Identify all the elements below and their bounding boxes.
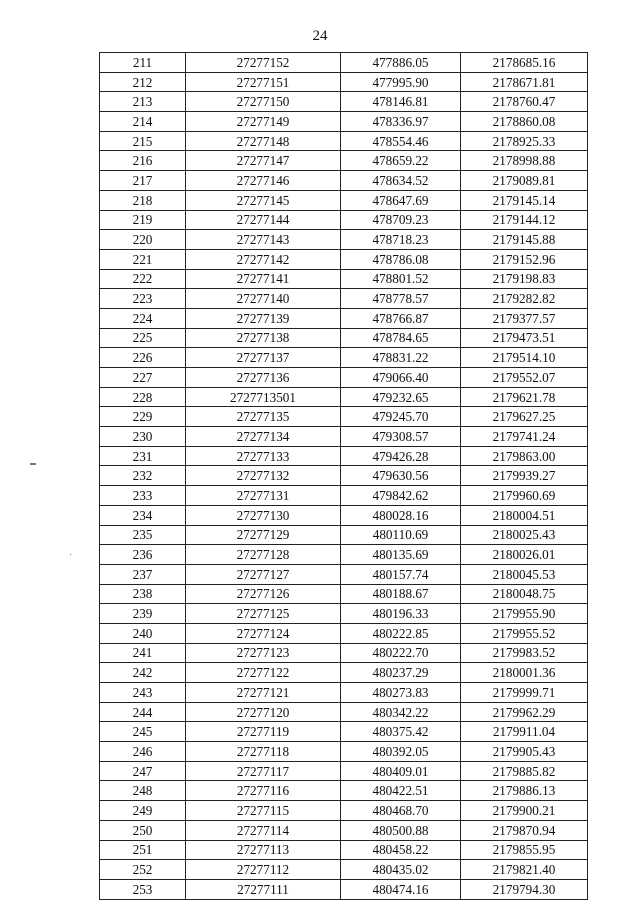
cell-y: 2179939.27 (461, 466, 588, 486)
cell-code: 27277133 (186, 446, 341, 466)
cell-x: 479066.40 (341, 368, 461, 388)
cell-x: 478146.81 (341, 92, 461, 112)
cell-index: 239 (100, 604, 186, 624)
cell-code: 27277152 (186, 53, 341, 73)
cell-x: 480342.22 (341, 702, 461, 722)
cell-y: 2178760.47 (461, 92, 588, 112)
table-row (100, 407, 588, 427)
cell-y: 2179377.57 (461, 308, 588, 328)
cell-code: 27277146 (186, 171, 341, 191)
table-row (100, 545, 588, 565)
cell-code: 27277119 (186, 722, 341, 742)
cell-x: 478766.87 (341, 308, 461, 328)
cell-index: 227 (100, 368, 186, 388)
cell-x: 480222.85 (341, 623, 461, 643)
cell-x: 479842.62 (341, 486, 461, 506)
cell-x: 478336.97 (341, 112, 461, 132)
cell-x: 479308.57 (341, 427, 461, 447)
cell-index: 251 (100, 840, 186, 860)
cell-x: 480110.69 (341, 525, 461, 545)
cell-x: 478718.23 (341, 230, 461, 250)
cell-index: 229 (100, 407, 186, 427)
cell-x: 479630.56 (341, 466, 461, 486)
cell-index: 215 (100, 131, 186, 151)
cell-y: 2179145.14 (461, 190, 588, 210)
cell-x: 478554.46 (341, 131, 461, 151)
cell-index: 223 (100, 289, 186, 309)
cell-code: 27277142 (186, 249, 341, 269)
cell-x: 478778.57 (341, 289, 461, 309)
table-row (100, 368, 588, 388)
cell-code: 27277128 (186, 545, 341, 565)
cell-code: 27277113 (186, 840, 341, 860)
cell-code: 27277121 (186, 683, 341, 703)
cell-y: 2179870.94 (461, 820, 588, 840)
cell-y: 2179960.69 (461, 486, 588, 506)
table-row (100, 604, 588, 624)
cell-index: 241 (100, 643, 186, 663)
cell-index: 224 (100, 308, 186, 328)
table-row (100, 860, 588, 880)
cell-x: 480375.42 (341, 722, 461, 742)
cell-code: 27277120 (186, 702, 341, 722)
cell-index: 250 (100, 820, 186, 840)
cell-index: 243 (100, 683, 186, 703)
cell-code: 27277115 (186, 801, 341, 821)
cell-y: 2179855.95 (461, 840, 588, 860)
cell-code: 27277127 (186, 564, 341, 584)
cell-y: 2179089.81 (461, 171, 588, 191)
cell-code: 27277145 (186, 190, 341, 210)
cell-y: 2178925.33 (461, 131, 588, 151)
cell-y: 2180048.75 (461, 584, 588, 604)
cell-code: 27277135 (186, 407, 341, 427)
cell-index: 219 (100, 210, 186, 230)
cell-x: 478634.52 (341, 171, 461, 191)
table-row (100, 328, 588, 348)
cell-index: 247 (100, 761, 186, 781)
table-row (100, 663, 588, 683)
cell-y: 2179741.24 (461, 427, 588, 447)
cell-code: 27277137 (186, 348, 341, 368)
table-row (100, 249, 588, 269)
scan-artifact-dot (70, 554, 71, 555)
cell-code: 27277118 (186, 742, 341, 762)
cell-y: 2179962.29 (461, 702, 588, 722)
cell-x: 480188.67 (341, 584, 461, 604)
cell-index: 213 (100, 92, 186, 112)
cell-x: 478786.08 (341, 249, 461, 269)
cell-code: 27277129 (186, 525, 341, 545)
table-row (100, 683, 588, 703)
cell-x: 480273.83 (341, 683, 461, 703)
cell-code: 27277138 (186, 328, 341, 348)
table-row (100, 53, 588, 73)
table-row (100, 308, 588, 328)
cell-code: 27277134 (186, 427, 341, 447)
cell-x: 479245.70 (341, 407, 461, 427)
cell-index: 237 (100, 564, 186, 584)
cell-index: 217 (100, 171, 186, 191)
cell-code: 27277130 (186, 505, 341, 525)
cell-index: 231 (100, 446, 186, 466)
cell-x: 480135.69 (341, 545, 461, 565)
cell-y: 2179621.78 (461, 387, 588, 407)
cell-index: 226 (100, 348, 186, 368)
cell-code: 27277116 (186, 781, 341, 801)
cell-index: 218 (100, 190, 186, 210)
table-body (100, 53, 588, 900)
table-row (100, 643, 588, 663)
cell-index: 245 (100, 722, 186, 742)
cell-x: 479232.65 (341, 387, 461, 407)
table-row (100, 584, 588, 604)
cell-index: 238 (100, 584, 186, 604)
table-row (100, 190, 588, 210)
cell-index: 235 (100, 525, 186, 545)
cell-x: 479426.28 (341, 446, 461, 466)
cell-y: 2179955.90 (461, 604, 588, 624)
cell-x: 480435.02 (341, 860, 461, 880)
cell-x: 477886.05 (341, 53, 461, 73)
coordinates-table (99, 52, 588, 900)
cell-index: 232 (100, 466, 186, 486)
table-row (100, 840, 588, 860)
cell-y: 2179911.04 (461, 722, 588, 742)
cell-x: 480196.33 (341, 604, 461, 624)
cell-y: 2178998.88 (461, 151, 588, 171)
table-row (100, 210, 588, 230)
cell-x: 478709.23 (341, 210, 461, 230)
cell-index: 240 (100, 623, 186, 643)
cell-y: 2179983.52 (461, 643, 588, 663)
table-row (100, 269, 588, 289)
cell-y: 2179152.96 (461, 249, 588, 269)
table-row (100, 801, 588, 821)
cell-x: 480474.16 (341, 879, 461, 899)
table-row (100, 505, 588, 525)
cell-index: 253 (100, 879, 186, 899)
table-row (100, 879, 588, 899)
cell-index: 234 (100, 505, 186, 525)
cell-y: 2180026.01 (461, 545, 588, 565)
table-row (100, 151, 588, 171)
cell-y: 2179955.52 (461, 623, 588, 643)
cell-x: 478784.65 (341, 328, 461, 348)
cell-code: 27277126 (186, 584, 341, 604)
cell-code: 27277125 (186, 604, 341, 624)
table-row (100, 742, 588, 762)
cell-y: 2179886.13 (461, 781, 588, 801)
table-row (100, 486, 588, 506)
cell-index: 220 (100, 230, 186, 250)
table-row (100, 131, 588, 151)
cell-y: 2179885.82 (461, 761, 588, 781)
table-row (100, 525, 588, 545)
table-row (100, 702, 588, 722)
table-row (100, 466, 588, 486)
cell-code: 27277136 (186, 368, 341, 388)
cell-code: 27277140 (186, 289, 341, 309)
cell-index: 225 (100, 328, 186, 348)
cell-y: 2178671.81 (461, 72, 588, 92)
table-row (100, 230, 588, 250)
cell-x: 480392.05 (341, 742, 461, 762)
cell-index: 216 (100, 151, 186, 171)
cell-x: 480500.88 (341, 820, 461, 840)
cell-y: 2179863.00 (461, 446, 588, 466)
table-row (100, 289, 588, 309)
cell-index: 228 (100, 387, 186, 407)
cell-index: 252 (100, 860, 186, 880)
cell-code: 27277122 (186, 663, 341, 683)
cell-x: 480422.51 (341, 781, 461, 801)
cell-code: 27277132 (186, 466, 341, 486)
cell-x: 480468.70 (341, 801, 461, 821)
table-row (100, 781, 588, 801)
cell-y: 2179627.25 (461, 407, 588, 427)
cell-y: 2179473.51 (461, 328, 588, 348)
cell-y: 2179198.83 (461, 269, 588, 289)
cell-y: 2179282.82 (461, 289, 588, 309)
cell-code: 27277148 (186, 131, 341, 151)
cell-y: 2179821.40 (461, 860, 588, 880)
cell-y: 2179905.43 (461, 742, 588, 762)
cell-index: 214 (100, 112, 186, 132)
cell-y: 2180045.53 (461, 564, 588, 584)
cell-index: 211 (100, 53, 186, 73)
cell-y: 2180001.36 (461, 663, 588, 683)
cell-y: 2179900.21 (461, 801, 588, 821)
cell-x: 480458.22 (341, 840, 461, 860)
cell-x: 478647.69 (341, 190, 461, 210)
cell-y: 2179144.12 (461, 210, 588, 230)
cell-y: 2178860.08 (461, 112, 588, 132)
table-row (100, 112, 588, 132)
table-row (100, 820, 588, 840)
cell-x: 478831.22 (341, 348, 461, 368)
cell-index: 244 (100, 702, 186, 722)
scan-artifact-mark (30, 463, 36, 465)
cell-y: 2179145.88 (461, 230, 588, 250)
table-row (100, 92, 588, 112)
table-row (100, 427, 588, 447)
table-row (100, 171, 588, 191)
cell-y: 2180004.51 (461, 505, 588, 525)
cell-code: 27277111 (186, 879, 341, 899)
cell-y: 2179999.71 (461, 683, 588, 703)
cell-y: 2179552.07 (461, 368, 588, 388)
cell-code: 27277149 (186, 112, 341, 132)
table-row (100, 623, 588, 643)
cell-index: 222 (100, 269, 186, 289)
cell-y: 2178685.16 (461, 53, 588, 73)
table-row (100, 387, 588, 407)
cell-index: 246 (100, 742, 186, 762)
cell-index: 249 (100, 801, 186, 821)
cell-code: 27277150 (186, 92, 341, 112)
cell-code: 2727713501 (186, 387, 341, 407)
cell-index: 212 (100, 72, 186, 92)
cell-index: 233 (100, 486, 186, 506)
cell-x: 478659.22 (341, 151, 461, 171)
cell-y: 2180025.43 (461, 525, 588, 545)
cell-x: 480157.74 (341, 564, 461, 584)
cell-code: 27277131 (186, 486, 341, 506)
cell-code: 27277112 (186, 860, 341, 880)
cell-x: 478801.52 (341, 269, 461, 289)
cell-code: 27277114 (186, 820, 341, 840)
cell-x: 480028.16 (341, 505, 461, 525)
table-row (100, 72, 588, 92)
cell-y: 2179794.30 (461, 879, 588, 899)
cell-code: 27277144 (186, 210, 341, 230)
cell-index: 230 (100, 427, 186, 447)
cell-code: 27277124 (186, 623, 341, 643)
cell-code: 27277151 (186, 72, 341, 92)
table-row (100, 564, 588, 584)
cell-x: 480237.29 (341, 663, 461, 683)
cell-index: 248 (100, 781, 186, 801)
cell-x: 480222.70 (341, 643, 461, 663)
table-row (100, 761, 588, 781)
cell-index: 242 (100, 663, 186, 683)
cell-code: 27277147 (186, 151, 341, 171)
cell-x: 477995.90 (341, 72, 461, 92)
table-row (100, 446, 588, 466)
cell-code: 27277143 (186, 230, 341, 250)
cell-index: 221 (100, 249, 186, 269)
page-number: 24 (312, 28, 328, 44)
cell-y: 2179514.10 (461, 348, 588, 368)
cell-x: 480409.01 (341, 761, 461, 781)
table-row (100, 722, 588, 742)
cell-index: 236 (100, 545, 186, 565)
cell-code: 27277117 (186, 761, 341, 781)
cell-code: 27277123 (186, 643, 341, 663)
table-row (100, 348, 588, 368)
cell-code: 27277139 (186, 308, 341, 328)
cell-code: 27277141 (186, 269, 341, 289)
